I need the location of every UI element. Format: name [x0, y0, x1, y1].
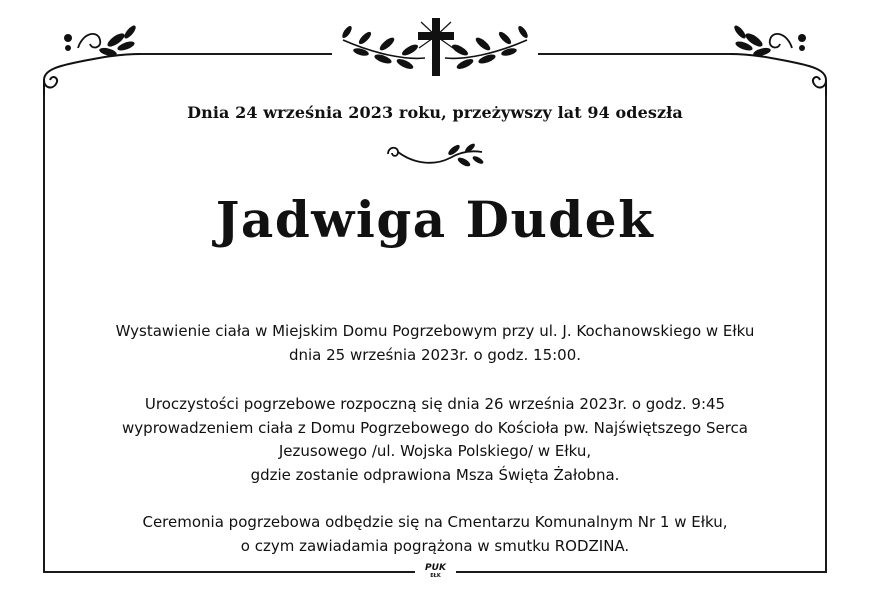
logo-text: PUK: [425, 563, 446, 573]
corner-flourish-top-left-ornament: [38, 18, 143, 98]
corner-flourish-top-right-ornament: [727, 18, 832, 98]
frame-border-left: [43, 95, 45, 572]
frame-border-right: [825, 95, 827, 572]
text-line: dnia 25 września 2023r. o godz. 15:00.: [288, 345, 582, 364]
text-line: Ceremonia pogrzebowa odbędzie się na Cmentarzu Komunalnym Nr 1 w Ełku,: [142, 513, 728, 531]
logo-subtext: EŁK: [430, 573, 441, 579]
burial-information: [50, 511, 820, 558]
puk-elk-logo: [415, 563, 456, 579]
text-line: Uroczystości pogrzebowe rozpoczną się dnia 26 września 2023r. o godz. 9:45: [144, 395, 726, 413]
divider-flourish-ornament: [384, 142, 486, 170]
frame-border-bottom-left: [43, 571, 415, 573]
text-line: Jezusowego /ul. Wojska Polskiego/ w Ełku,: [278, 442, 592, 460]
text-line: Wystawienie ciała w Miejskim Domu Pogrzebowym przy ul. J. Kochanowskiego w Ełku: [115, 322, 755, 340]
cross-with-laurel-ornament: [335, 14, 535, 80]
top-border-line-right: [538, 53, 730, 55]
death-announcement-intro: Dnia 24 września 2023 roku, przeżywszy lat 94 odeszła: [187, 103, 683, 122]
funeral-ceremony-information: [50, 393, 820, 487]
viewing-information: [50, 320, 820, 367]
top-border-line-left: [140, 53, 332, 55]
text-line: o czym zawiadamia pogrążona w smutku RODZINA.: [240, 536, 630, 555]
text-line: gdzie zostanie odprawiona Msza Święta Żałobna.: [250, 465, 620, 484]
deceased-name: Jadwiga Dudek: [215, 190, 655, 249]
frame-border-bottom-right: [456, 571, 827, 573]
text-line: wyprowadzeniem ciała z Domu Pogrzebowego do Kościoła pw. Najświętszego Serca: [122, 418, 748, 437]
